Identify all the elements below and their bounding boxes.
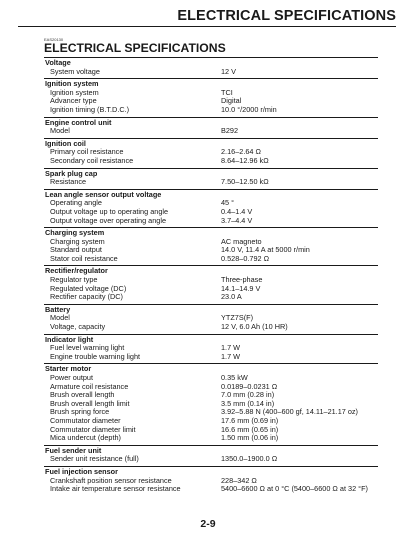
spec-group-heading: Ignition coil xyxy=(45,138,86,148)
spec-label: Primary coil resistance xyxy=(50,147,124,157)
spec-value: 16.6 mm (0.65 in) xyxy=(221,424,279,434)
spec-group-heading: Engine control unit xyxy=(45,117,112,127)
spec-value: 3.5 mm (0.14 in) xyxy=(221,398,275,408)
spec-value: 0.4–1.4 V xyxy=(221,206,253,216)
spec-value: 0.528–0.792 Ω xyxy=(221,253,270,263)
spec-group xyxy=(44,227,378,265)
spec-group xyxy=(44,363,378,444)
spec-label: Mica undercut (depth) xyxy=(50,433,121,443)
spec-row xyxy=(44,353,378,362)
spec-label: Regulator type xyxy=(50,275,98,285)
spec-label: Ignition system xyxy=(50,87,99,97)
spec-value: 14.0 V, 11.4 A at 5000 r/min xyxy=(221,245,310,255)
spec-label: Standard output xyxy=(50,245,102,255)
spec-value: 5400–6600 Ω at 0 °C (5400–6600 Ω at 32 °F) xyxy=(221,484,368,494)
spec-value: TCI xyxy=(221,87,233,97)
spec-value: 1.7 W xyxy=(221,351,241,361)
spec-group-heading: Lean angle sensor output voltage xyxy=(45,189,162,199)
spec-group-heading: Fuel injection sensor xyxy=(45,466,118,476)
spec-group-heading: Battery xyxy=(45,304,71,314)
spec-group xyxy=(44,57,378,78)
spec-label: System voltage xyxy=(50,66,100,76)
spec-label: Crankshaft position sensor resistance xyxy=(50,475,172,485)
spec-value: 12 V, 6.0 Ah (10 HR) xyxy=(221,322,288,332)
spec-group-heading: Fuel sender unit xyxy=(45,445,102,455)
spec-value: 0.35 kW xyxy=(221,373,248,382)
spec-label: Fuel level warning light xyxy=(50,343,125,353)
spec-label: Commutator diameter limit xyxy=(50,424,136,434)
spec-group xyxy=(44,445,378,466)
spec-label: Brush overall length xyxy=(50,390,115,400)
spec-row xyxy=(44,178,378,187)
spec-label: Armature coil resistance xyxy=(50,381,129,391)
spec-value: 1.7 W xyxy=(221,343,241,353)
spec-group-heading: Spark plug cap xyxy=(45,168,98,178)
spec-value: 3.7–4.4 V xyxy=(221,215,253,225)
spec-row xyxy=(44,106,378,115)
spec-value: AC magneto xyxy=(221,236,262,246)
spec-row xyxy=(44,68,378,77)
spec-label: Brush spring force xyxy=(50,407,110,417)
spec-value: 10.0 °/2000 r/min xyxy=(221,104,277,114)
spec-label: Secondary coil resistance xyxy=(50,155,134,165)
spec-label: Charging system xyxy=(50,236,105,246)
spec-group xyxy=(44,78,378,116)
spec-group-heading: Voltage xyxy=(45,58,71,67)
spec-group-heading: Rectifier/regulator xyxy=(45,266,108,276)
spec-value: 2.16–2.64 Ω xyxy=(221,147,261,157)
spec-group xyxy=(44,304,378,334)
spec-value: 1350.0–1900.0 Ω xyxy=(221,454,278,464)
spec-value: Digital xyxy=(221,96,242,106)
spec-label: Rectifier capacity (DC) xyxy=(50,292,123,302)
spec-group-heading: Ignition system xyxy=(45,79,99,89)
spec-row xyxy=(44,323,378,332)
spec-label: Power output xyxy=(50,373,93,382)
spec-label: Sender unit resistance (full) xyxy=(50,454,139,464)
spec-value: 8.64–12.96 kΩ xyxy=(221,155,269,165)
spec-value: 7.50–12.50 kΩ xyxy=(221,177,269,187)
page-number: 2-9 xyxy=(200,518,216,530)
spec-table xyxy=(44,57,378,496)
spec-group xyxy=(44,138,378,168)
header-rule xyxy=(18,26,396,27)
spec-label: Model xyxy=(50,313,70,323)
spec-value: 14.1–14.9 V xyxy=(221,283,261,293)
spec-row xyxy=(44,127,378,136)
page-header-title: ELECTRICAL SPECIFICATIONS xyxy=(177,8,396,24)
spec-group xyxy=(44,265,378,303)
spec-group xyxy=(44,466,378,496)
spec-label: Commutator diameter xyxy=(50,415,121,425)
spec-label: Voltage, capacity xyxy=(50,322,106,332)
spec-label: Intake air temperature sensor resistance xyxy=(50,484,181,494)
spec-row xyxy=(44,217,378,226)
spec-value: 45 ° xyxy=(221,198,235,208)
spec-group-heading: Charging system xyxy=(45,228,105,238)
spec-value: 12 V xyxy=(221,66,237,76)
spec-value: 7.0 mm (0.28 in) xyxy=(221,390,275,400)
spec-label: Regulated voltage (DC) xyxy=(50,283,127,293)
spec-label: Brush overall length limit xyxy=(50,398,130,408)
spec-group xyxy=(44,189,378,227)
spec-value: 23.0 A xyxy=(221,292,242,302)
spec-group-heading: Starter motor xyxy=(45,364,92,374)
spec-value: 228–342 Ω xyxy=(221,475,257,485)
spec-group xyxy=(44,334,378,364)
spec-group xyxy=(44,168,378,189)
spec-row xyxy=(44,434,378,443)
spec-label: Output voltage over operating angle xyxy=(50,215,167,225)
spec-label: Ignition timing (B.T.D.C.) xyxy=(50,104,130,114)
spec-value: 3.92–5.88 N (400–600 gf, 14.11–21.17 oz) xyxy=(221,407,358,417)
spec-row xyxy=(44,293,378,302)
spec-value: Three-phase xyxy=(221,275,263,285)
spec-value: 0.0189–0.0231 Ω xyxy=(221,381,278,391)
spec-value: 1.50 mm (0.06 in) xyxy=(221,433,279,443)
spec-label: Advancer type xyxy=(50,96,97,106)
spec-value: YTZ7S(F) xyxy=(221,313,254,323)
spec-value: 17.6 mm (0.69 in) xyxy=(221,415,279,425)
spec-label: Resistance xyxy=(50,177,87,187)
spec-row xyxy=(44,485,378,494)
section-title: ELECTRICAL SPECIFICATIONS xyxy=(44,41,226,55)
spec-label: Stator coil resistance xyxy=(50,253,118,263)
spec-label: Output voltage up to operating angle xyxy=(50,206,169,216)
spec-row xyxy=(44,157,378,166)
document-code: EAS20130 xyxy=(44,37,64,42)
spec-label: Engine trouble warning light xyxy=(50,351,141,361)
spec-value: B292 xyxy=(221,126,239,136)
spec-group-heading: Indicator light xyxy=(45,334,94,344)
spec-row xyxy=(44,455,378,464)
spec-label: Operating angle xyxy=(50,198,102,208)
spec-group xyxy=(44,117,378,138)
spec-label: Model xyxy=(50,126,70,136)
spec-row xyxy=(44,255,378,264)
